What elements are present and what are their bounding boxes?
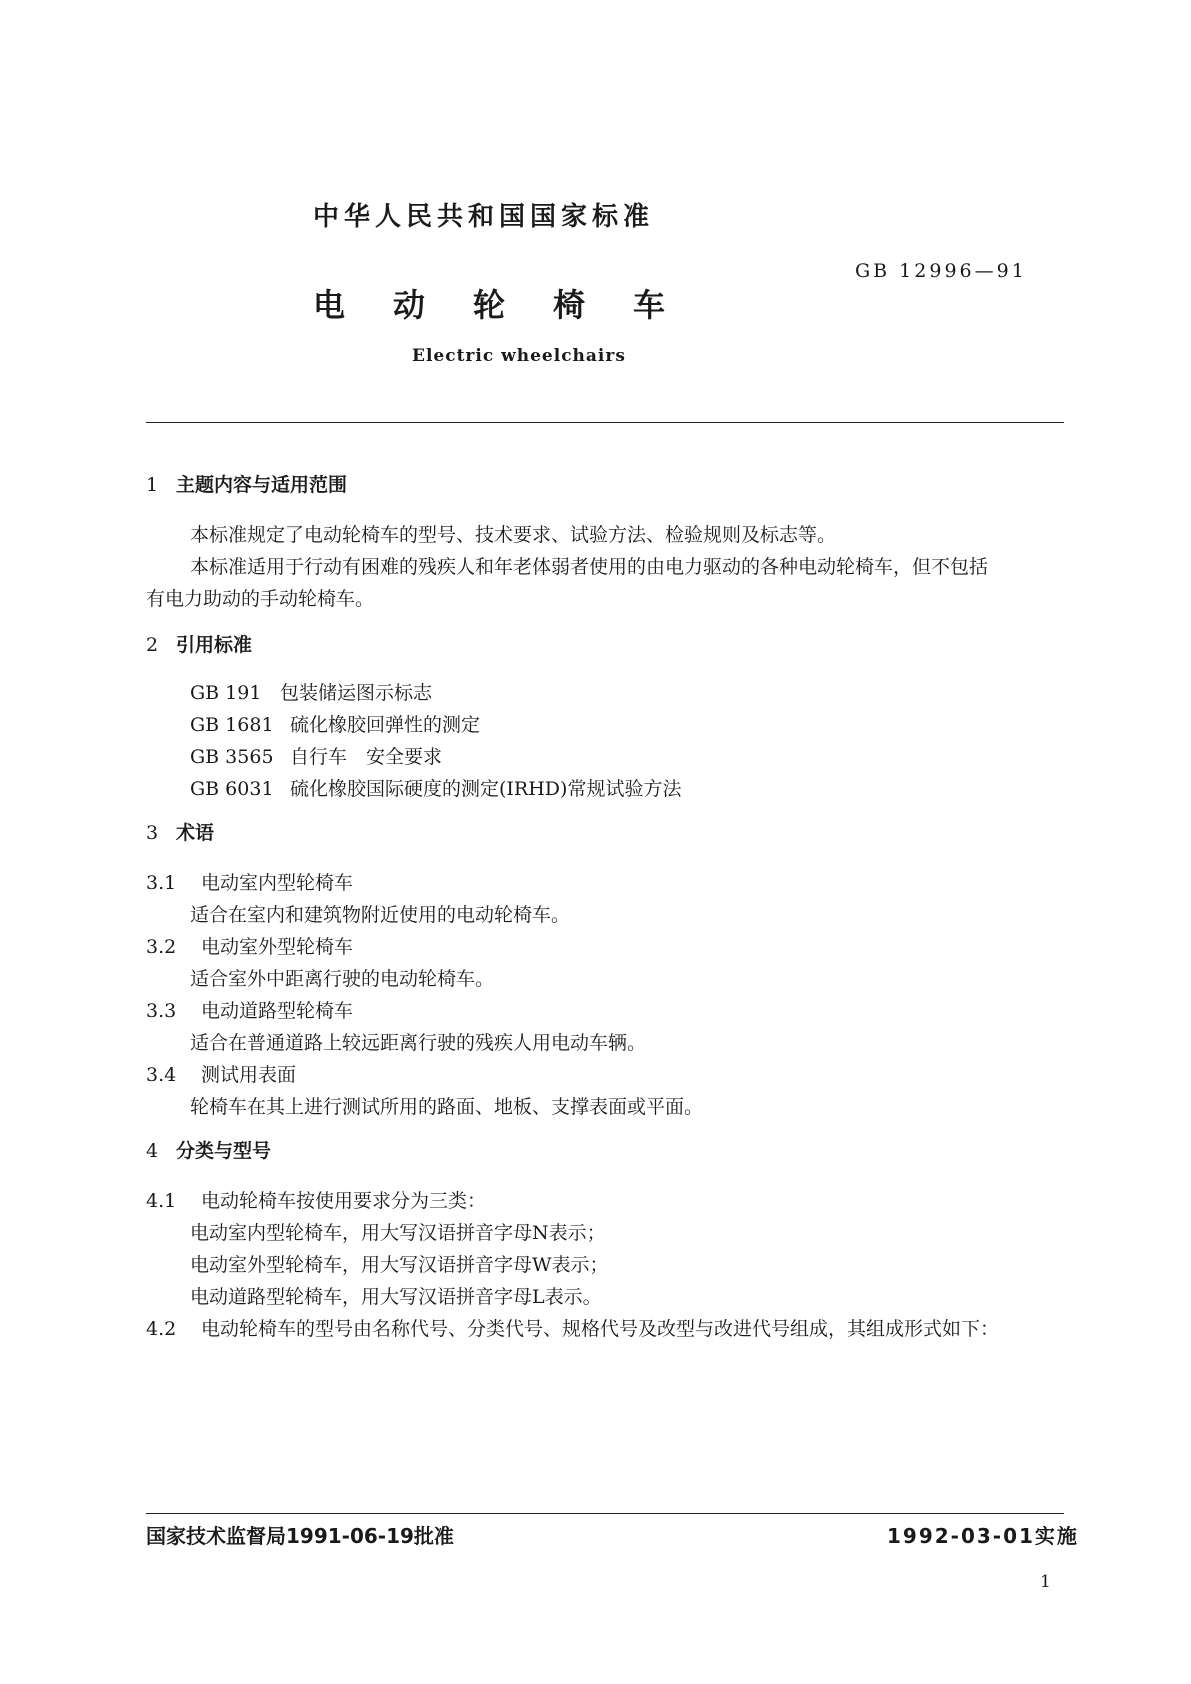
- section-title: 分类与型号: [176, 1140, 272, 1162]
- term-definition: 轮椅车在其上进行测试所用的路面、地板、支撑表面或平面。: [190, 1096, 704, 1118]
- section-heading: [146, 818, 214, 845]
- section-number: 1: [146, 474, 159, 496]
- standard-code: GB 12996—91: [855, 260, 1027, 282]
- term-name: 电动室外型轮椅车: [201, 936, 354, 958]
- section-title: 术语: [176, 822, 215, 844]
- reference-name: 硫化橡胶回弹性的测定: [290, 714, 481, 736]
- clause-number: 3.2: [146, 936, 177, 958]
- reference-code: GB 1681: [190, 714, 274, 736]
- term-name: 电动室内型轮椅车: [201, 872, 354, 894]
- term-definition: 适合室外中距离行驶的电动轮椅车。: [190, 968, 495, 990]
- term-name: 电动道路型轮椅车: [201, 1000, 354, 1022]
- list-item: 电动道路型轮椅车，用大写汉语拼音字母L表示。: [190, 1286, 602, 1308]
- standard-country-title: 中华人民共和国国家标准: [313, 202, 655, 232]
- term-definition: 适合在普通道路上较远距离行驶的残疾人用电动车辆。: [190, 1032, 647, 1054]
- clause-number: 3.3: [146, 1000, 177, 1022]
- clause-number: 4.1: [146, 1190, 177, 1212]
- section-heading: [146, 1136, 271, 1163]
- reference-code: GB 3565: [190, 746, 274, 768]
- document-title: 电动轮椅车: [313, 286, 714, 324]
- term-heading: [146, 996, 353, 1023]
- section-title: 引用标准: [176, 634, 253, 656]
- section-title: 主题内容与适用范围: [176, 474, 348, 496]
- clause-text: 电动轮椅车按使用要求分为三类：: [201, 1190, 487, 1212]
- term-definition: 适合在室内和建筑物附近使用的电动轮椅车。: [190, 904, 571, 926]
- reference-name: 自行车 安全要求: [290, 746, 443, 768]
- section-heading: [146, 630, 252, 657]
- clause-number: 3.1: [146, 872, 177, 894]
- term-name: 测试用表面: [201, 1064, 297, 1086]
- header-divider: [146, 422, 1064, 423]
- section-heading: [146, 470, 347, 497]
- clause-text: 电动轮椅车的型号由名称代号、分类代号、规格代号及改型与改进代号组成，其组成形式如下：: [201, 1318, 1000, 1340]
- clause-number: 4.2: [146, 1318, 177, 1340]
- reference-item: [190, 774, 681, 801]
- footer-divider: [146, 1513, 1064, 1514]
- section-number: 4: [146, 1140, 159, 1162]
- clause: [146, 1186, 486, 1213]
- clause-number: 3.4: [146, 1064, 177, 1086]
- clause: [146, 1314, 999, 1341]
- reference-name: 包装储运图示标志: [280, 682, 433, 704]
- reference-name: 硫化橡胶国际硬度的测定(IRHD)常规试验方法: [290, 778, 682, 800]
- paragraph: 本标准规定了电动轮椅车的型号、技术要求、试验方法、检验规则及标志等。: [190, 524, 837, 546]
- list-item: 电动室外型轮椅车，用大写汉语拼音字母W表示；: [190, 1254, 609, 1276]
- list-item: 电动室内型轮椅车，用大写汉语拼音字母N表示；: [190, 1222, 606, 1244]
- section-number: 2: [146, 634, 159, 656]
- paragraph-continuation: 有电力助动的手动轮椅车。: [146, 588, 375, 610]
- approval-date: 国家技术监督局1991-06-19批准: [146, 1524, 454, 1548]
- document-title-english: Electric wheelchairs: [412, 346, 626, 366]
- reference-code: GB 6031: [190, 778, 274, 800]
- term-heading: [146, 1060, 296, 1087]
- term-heading: [146, 868, 353, 895]
- term-heading: [146, 932, 353, 959]
- reference-item: [190, 742, 442, 769]
- reference-item: [190, 678, 432, 705]
- section-number: 3: [146, 822, 159, 844]
- page-number: 1: [1040, 1572, 1051, 1592]
- paragraph: 本标准适用于行动有困难的残疾人和年老体弱者使用的由电力驱动的各种电动轮椅车，但不包括: [190, 556, 989, 578]
- implementation-date: 1992-03-01实施: [887, 1524, 1079, 1548]
- reference-code: GB 191: [190, 682, 262, 704]
- reference-item: [190, 710, 480, 737]
